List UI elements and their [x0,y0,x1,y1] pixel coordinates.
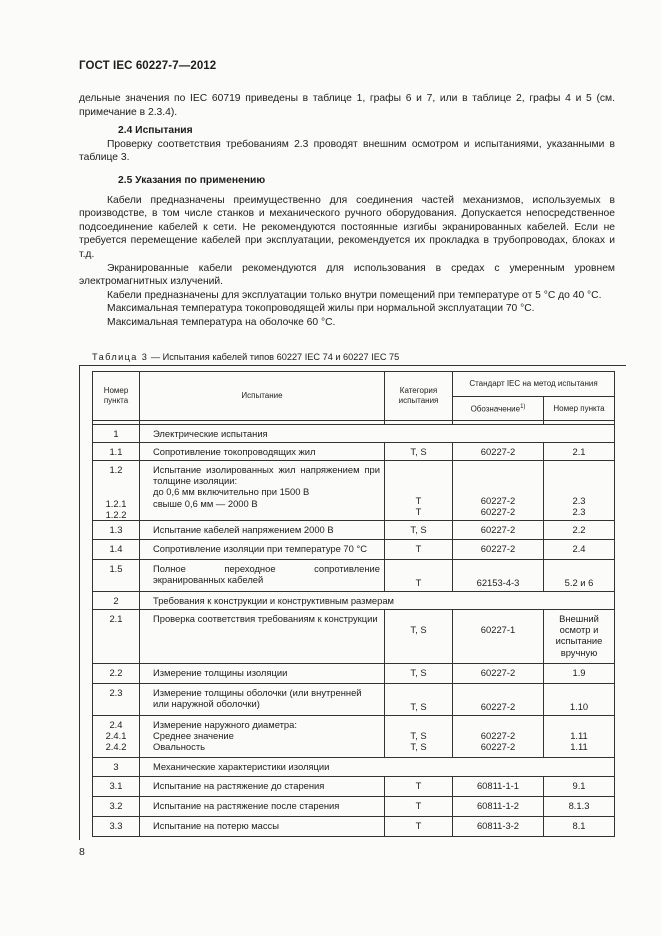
page-number: 8 [79,846,85,858]
tests-table [92,371,615,837]
table-row: 2.2 Измерение толщины изоляции T, S 60227-2 1.9 [93,664,615,684]
section-2-5-paragraph-1: Кабели предназначены преимущественно для соединения частей механизмов, используемых в производстве, в том числе станков и механического ручного оборудования. Допускается непосредственное подсоединение кабелей к сети. Не рекомендуются постоянные изгибы экранированных кабелей. Если не требуется перемещение кабелей при эксплуатации, рекомендуется их прокладка в трубопроводах, блоках и т.д. [79,194,615,260]
table-row: 3 Механические характеристики изоляции [93,758,615,777]
header-standard-group: Стандарт IEC на метод испытания [453,372,615,397]
table-row: 1.4 Сопротивление изоляции при температуре 70 °С T 60227-2 2.4 [93,540,615,560]
header-item-number: Номер пункта [93,372,140,421]
table-caption: Таблица 3 — Испытания кабелей типов 60227 IEC 74 и 60227 IEC 75 [92,352,400,362]
section-2-4-paragraph: Проверку соответствия требованиям 2.3 проводят внешним осмотром и испытаниями, указанными в таблице 3. [79,138,615,164]
section-2-5-paragraph-5: Максимальная температура на оболочке 60 °С. [107,316,336,328]
table-row: 1.2 1.2.1 1.2.2 Испытание изолированных жил напряжением при толщине изоляции: до 0,6 мм включительно при 1500 В свыше 0,6 мм — 2000 В T T 60227-2 60227-2 2.3 2.3 [93,461,615,521]
table-row: 2.1 Проверка соответствия требованиям к конструкции T, S 60227-1 Внешний осмотр и испытание вручную [93,610,615,664]
table-row: 3.3 Испытание на потерю массы T 60811-3-2 8.1 [93,817,615,837]
table-row: 3.1 Испытание на растяжение до старения T 60811-1-1 9.1 [93,777,615,797]
header-designation: Обозначение$^{1)}$ [453,397,544,421]
table-row: 2.4 2.4.1 2.4.2 Измерение наружного диаметра: Среднее значение Овальность T, S T, S 60227-2 60227-2 1.11 1.11 [93,716,615,758]
section-2-4-title: 2.4 Испытания [118,125,193,137]
table-row: 1.5 Полное переходное сопротивление экранированных кабелей T 62153-4-3 5.2 и 6 [93,560,615,592]
continuation-paragraph: дельные значения по IEC 60719 приведены в таблице 1, графы 6 и 7, или в таблице 2, графы 4 и 5 (см. примечание в 2.3.4). [79,93,615,118]
table-row: 1 Электрические испытания [93,425,615,443]
document-header: ГОСТ IEC 60227-7—2012 [79,60,217,72]
section-2-5-paragraph-4: Максимальная температура токопроводящей жилы при нормальной эксплуатации 70 °С. [107,303,535,315]
section-2-5-title: 2.5 Указания по применению [118,174,266,186]
body-text [79,92,615,330]
table-row: 2.3 Измерение толщины оболочки (или внутренней или наружной оболочки) T, S 60227-2 1.10 [93,684,615,716]
header-test: Испытание [140,372,385,421]
section-2-5-paragraph-2: Экранированные кабели рекомендуются для использования в средах с умеренным уровнем электромагнитных излучений. [79,262,615,288]
header-category: Категория испытания [385,372,453,421]
section-2-5-paragraph-3: Кабели предназначены для эксплуатации только внутри помещений при температуре от 5 °С до 40 °С. [107,289,602,301]
table-row: 1.1 Сопротивление токопроводящих жил T, S 60227-2 2.1 [93,443,615,461]
header-item-number-2: Номер пункта [544,397,615,421]
table-row: 2 Требования к конструкции и конструктивным размерам [93,592,615,610]
table-row: 3.2 Испытание на растяжение после старения T 60811-1-2 8.1.3 [93,797,615,817]
table-row: 1.3 Испытание кабелей напряжением 2000 В T, S 60227-2 2.2 [93,521,615,540]
